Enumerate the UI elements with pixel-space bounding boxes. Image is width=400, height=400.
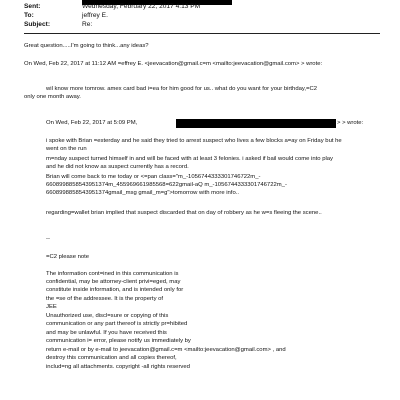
subject-value: Re: (82, 21, 93, 28)
body-line: wil know more tomrow. amex card bad i=ea for him good for us.. what do you want for your birthday,=C2 (46, 86, 317, 92)
disclaimer-line: The information cont=ined in this communication is (46, 271, 179, 277)
disclaimer-line: and may be unlawful. If you have received this (46, 330, 167, 336)
redaction-sender (176, 119, 336, 128)
quote-header-line: On Wed, Feb 22, 2017 at 11:12 AM =effrey E. <jeevacation@gmail.c=m <mailto:jeevacation@gmail.com> > wrote: (24, 61, 323, 67)
header-to-row (24, 12, 108, 20)
disclaimer-line: return e-mail or by e-mail to jeevacation@gmail.c=m <mailto:jeevacation@gmail.com> , and (46, 347, 286, 353)
disclaimer-line: destroy this communication and all copies thereof, (46, 355, 177, 361)
body-line: Great question.....I'm going to think...any ideas? (24, 43, 149, 49)
header-subject-row (24, 21, 92, 29)
body-line: and he did not know as suspect currently has a record. (46, 164, 189, 170)
header-divider (24, 33, 380, 34)
to-label: To: (24, 12, 34, 19)
body-line: 6608998858543951374m_455969661985568=622gmail-aQ m_-1056744333301746722m_- (46, 182, 287, 188)
signature-separator: -- (46, 236, 50, 242)
body-line: went on the run (46, 146, 87, 152)
disclaimer-line: confidential, may be attorney-client privi=eged, may (46, 279, 181, 285)
sent-label: Sent: (24, 3, 41, 10)
disclaimer-line: communication i= error, please notify us immediately by (46, 338, 191, 344)
body-line: Brian will come back to me today or <=pan class="m_-1056744333301746722m_- (46, 174, 261, 180)
body-line: only one month away. (24, 94, 81, 100)
body-line: i spoke with Brian =esterday and he said they tried to arrest suspect who lives a few blocks a=ay on Friday but he (46, 138, 342, 144)
body-line: =C2 please note (46, 254, 90, 260)
header-sent-row (24, 3, 200, 11)
sent-value: Wednesday, February 22, 2017 4:13 PM (82, 3, 201, 10)
disclaimer-line: JEE (46, 304, 57, 310)
quote-header-line: On Wed, Feb 22, 2017 at 5:09 PM, (46, 120, 138, 126)
body-line: 6608998858543951374gmail_msg gmail_m=g">tomorrow with more info.. (46, 190, 239, 196)
to-value: jeffrey E. (82, 12, 108, 19)
disclaimer-line: Unauthorized use, discl=sure or copying of this (46, 313, 169, 319)
body-line: m=nday suspect turned himself in and will be faced with at least 3 felonies. i asked if bail would come into play (46, 156, 333, 162)
disclaimer-line: the =se of the addressee. It is the property of (46, 296, 164, 302)
disclaimer-line: communication or any part thereof is strictly pr=hibited (46, 321, 188, 327)
disclaimer-line: constitute inside information, and is intended only for (46, 287, 184, 293)
subject-label: Subject: (24, 21, 51, 28)
body-line: regarding=wallet brian implied that suspect discarded that on day of robbery as he w=s fleeing the scene.. (46, 210, 322, 216)
disclaimer-line: includ=ng all attachments. copyright -all rights reserved (46, 364, 190, 370)
quote-header-suffix: > > wrote: (337, 120, 364, 126)
